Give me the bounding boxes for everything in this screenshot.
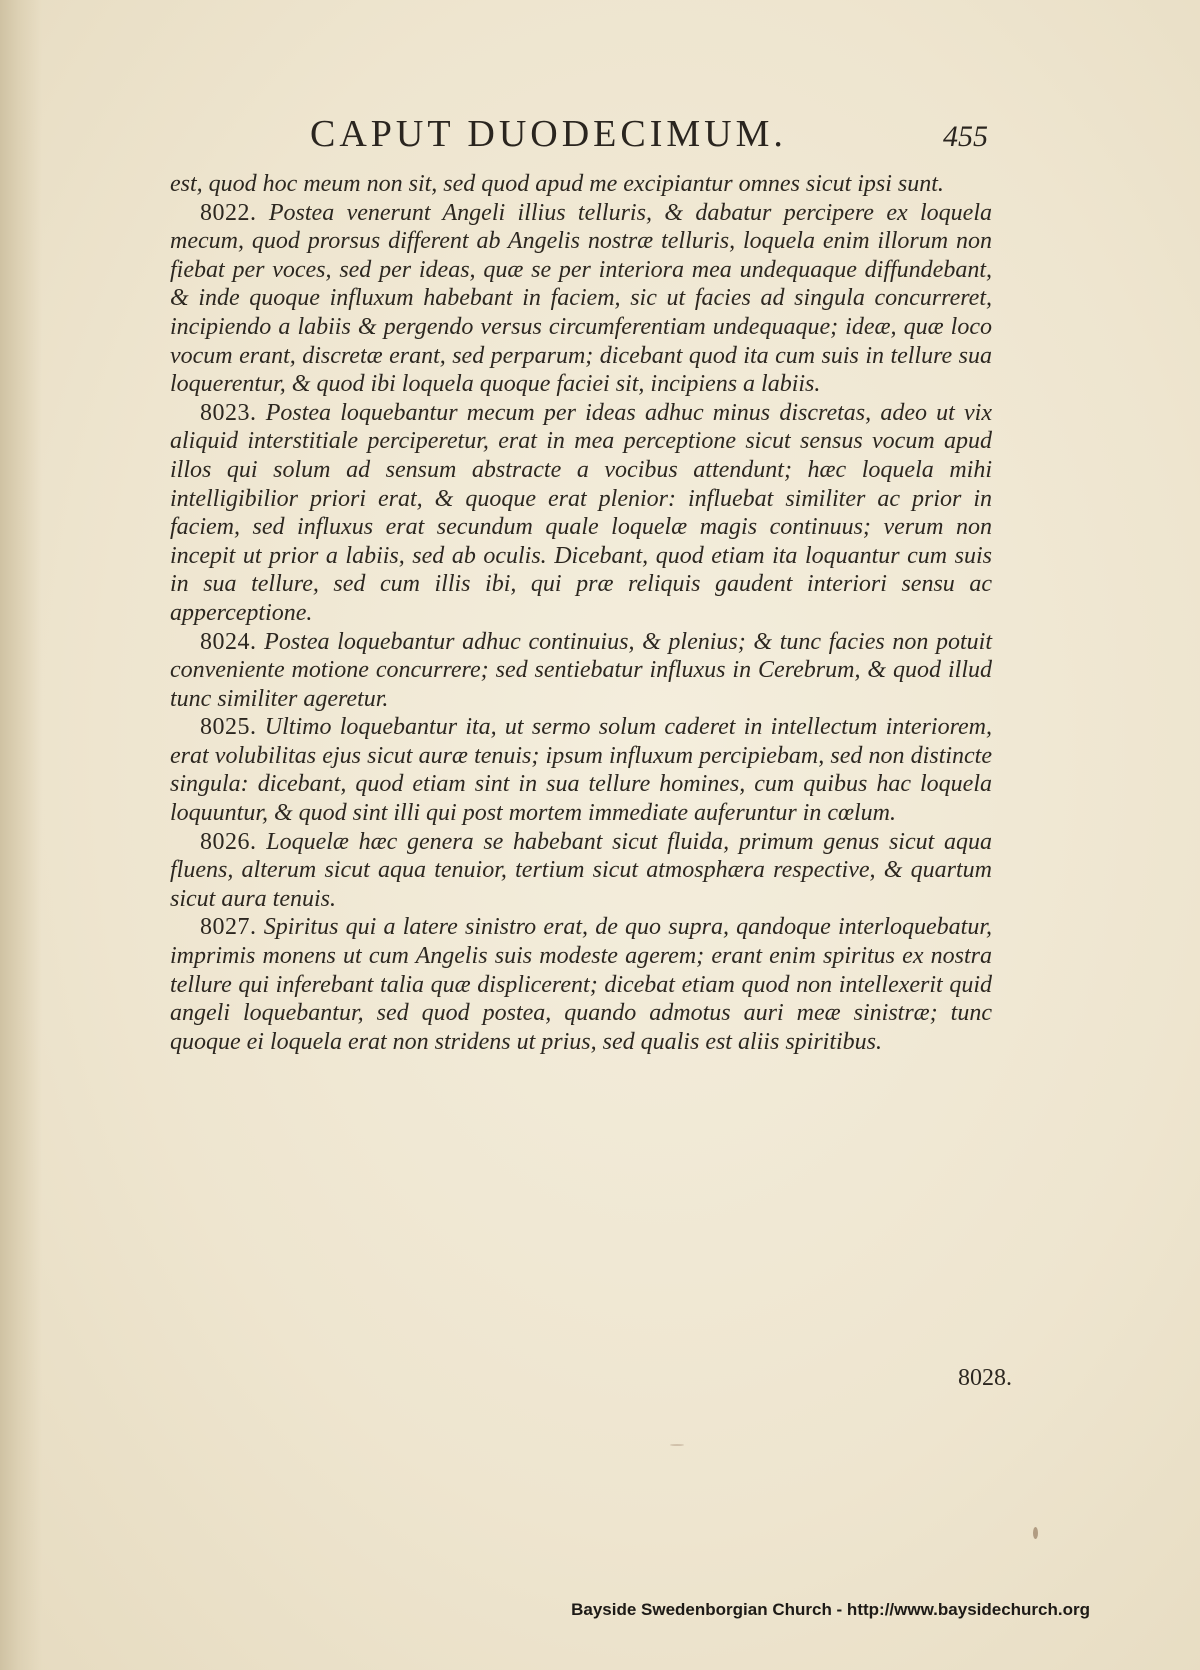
paragraph-text: Postea loquebantur mecum per ideas adhuc minus discretas, adeo ut vix aliquid interstitiale perciperetur, erat in mea perceptione sicut sensus vocum apud illos qui solum ad sensum abstracte a vocibus attendunt; hæc loquela mihi intelligibilior priori erat, & quoque erat plenior: influebat similiter ac prior in faciem, sed influxus erat secundum quale loquelæ magis continuus; verum non incepit ut prior a labiis, sed ab oculis. Dicebant, quod etiam ita loquantur cum suis in sua tellure, sed cum illis ibi, qui præ reliquis gaudent interiori sensu ac apperceptione. <box>170 399 993 626</box>
paragraph-number: 8024. <box>200 628 257 655</box>
paragraph-number: 8025. <box>200 714 257 741</box>
paragraph-text: est, quod hoc meum non sit, sed quod apud me excipiantur omnes sicut ipsi sunt. <box>170 171 944 197</box>
body-text <box>170 170 992 1056</box>
paragraph-number: 8026. <box>200 828 257 855</box>
paragraph-text: Spiritus qui a latere sinistro erat, de quo supra, qandoque interloquebatur, imprimis monens ut cum Angelis suis modeste agerem; erant enim spiritus ex nostra tellure qui inferebant talia quæ displicerent; dicebat etiam quod non intellexerit quid angeli loquebantur, sed quod postea, quando admotus auri meæ sinistræ; tunc quoque ei loquela erat non stridens ut prius, sed qualis est aliis spiritibus. <box>170 914 993 1055</box>
paragraph-8023 <box>170 399 992 628</box>
page-gutter-shadow <box>0 0 42 1670</box>
paragraph-number: 8023. <box>200 399 257 426</box>
paragraph-text: Ultimo loquebantur ita, ut sermo solum caderet in intellectum interiorem, erat volubilitas ejus sicut auræ tenuis; ipsum influxum percipiebam, sed non distincte singula: dicebant, quod etiam sint in sua tellure homines, cum quibus hac loquela loquuntur, & quod sint illi qui post mortem immediate auferuntur in cœlum. <box>170 714 993 827</box>
paragraph-8022 <box>170 199 992 399</box>
paragraph-8027 <box>170 913 992 1056</box>
paragraph-continuation <box>170 170 992 199</box>
paragraph-text: Postea loquebantur adhuc continuius, & plenius; & tunc facies non potuit conveniente motione concurrere; sed sentiebatur influxus in Cerebrum, & quod illud tunc similiter ageretur. <box>170 628 993 712</box>
page-header <box>180 108 1010 168</box>
running-title: CAPUT DUODECIMUM. <box>310 113 787 155</box>
paragraph-8024 <box>170 628 992 714</box>
catchword: 8028. <box>958 1365 1012 1391</box>
paragraph-number: 8027. <box>200 914 257 941</box>
page-number: 455 <box>943 120 988 153</box>
paragraph-8026 <box>170 828 992 914</box>
paragraph-8025 <box>170 713 992 827</box>
paper-speck <box>1033 1527 1038 1539</box>
paragraph-text: Loquelæ hæc genera se habebant sicut fluida, primum genus sicut aqua fluens, alterum sicut aqua tenuior, tertium sicut atmosphæra respective, & quartum sicut aura tenuis. <box>170 828 992 912</box>
paper-speck <box>670 1444 684 1446</box>
paragraph-number: 8022. <box>200 199 257 226</box>
paragraph-text: Postea venerunt Angeli illius telluris, & dabatur percipere ex loquela mecum, quod prorsus different ab Angelis nostræ telluris, loquela enim illorum non fiebat per voces, sed per ideas, quæ se per interiora mea undequaque diffundebant, & inde quoque influxum habebant in faciem, sic ut facies ad singula concurreret, incipiendo a labiis & pergendo versus circumferentiam undequaque; ideæ, quæ loco vocum erant, discretæ erant, sed perparum; dicebant quod ita cum suis in tellure sua loquerentur, & quod ibi loquela quoque faciei sit, incipiens a labiis. <box>170 199 992 398</box>
footer-credit: Bayside Swedenborgian Church - http://www.baysidechurch.org <box>571 1600 1090 1619</box>
